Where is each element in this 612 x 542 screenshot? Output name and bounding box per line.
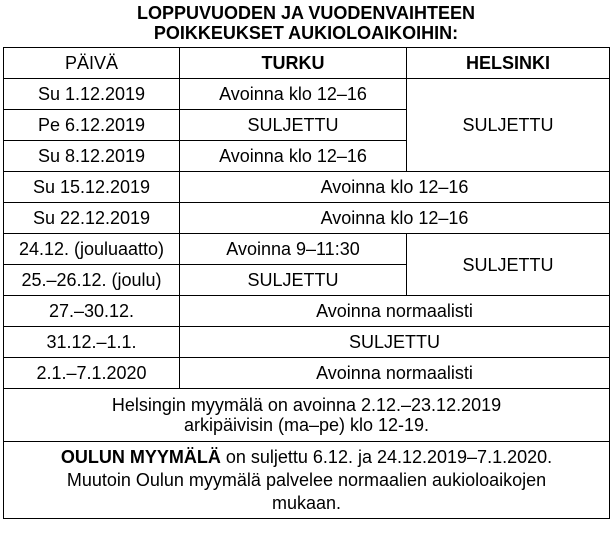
- row-helsinki-merged: SULJETTU: [407, 234, 610, 296]
- table-row: [4, 203, 610, 234]
- table-row: [4, 327, 610, 358]
- row-day: 31.12.–1.1.: [4, 327, 180, 358]
- row-both-merged: Avoinna normaalisti: [180, 296, 610, 327]
- row-both-merged: Avoinna klo 12–16: [180, 172, 610, 203]
- row-both-merged: Avoinna klo 12–16: [180, 203, 610, 234]
- table-row: [4, 172, 610, 203]
- row-turku: SULJETTU: [180, 110, 407, 141]
- row-day: 25.–26.12. (joulu): [4, 265, 180, 296]
- header-helsinki: HELSINKI: [407, 48, 610, 79]
- row-day: 24.12. (jouluaatto): [4, 234, 180, 265]
- row-day: Su 15.12.2019: [4, 172, 180, 203]
- table-row: [4, 296, 610, 327]
- table-header-row: [4, 48, 610, 79]
- page-title: [0, 3, 612, 43]
- header-turku: TURKU: [180, 48, 407, 79]
- helsinki-note-line-2: arkipäivisin (ma–pe) klo 12-19.: [183, 415, 430, 435]
- table-row: [4, 79, 610, 110]
- row-both-merged: Avoinna normaalisti: [180, 358, 610, 389]
- row-both-merged: SULJETTU: [180, 327, 610, 358]
- row-turku: Avoinna 9–11:30: [180, 234, 407, 265]
- table-row: [4, 234, 610, 265]
- row-day: Su 22.12.2019: [4, 203, 180, 234]
- helsinki-note-line-1: Helsingin myymälä on avoinna 2.12.–23.12.2019: [111, 395, 502, 415]
- oulu-note-line-1-rest: on suljettu 6.12. ja 24.12.2019–7.1.2020.: [220, 446, 553, 467]
- row-helsinki-merged: SULJETTU: [407, 79, 610, 172]
- oulu-note-line-2: Muutoin Oulun myymälä palvelee normaalien aukioloaikojen: [66, 469, 547, 490]
- oulu-store-label: OULUN MYYMÄLÄ: [60, 446, 221, 467]
- row-day: Su 1.12.2019: [4, 79, 180, 110]
- oulu-note-line-3: mukaan.: [271, 492, 342, 513]
- header-day: PÄIVÄ: [4, 48, 180, 79]
- row-day: 27.–30.12.: [4, 296, 180, 327]
- oulu-note-row: [4, 442, 610, 519]
- title-line-1: LOPPUVUODEN JA VUODENVAIHTEEN: [136, 3, 476, 23]
- row-turku: SULJETTU: [180, 265, 407, 296]
- row-day: Pe 6.12.2019: [4, 110, 180, 141]
- row-turku: Avoinna klo 12–16: [180, 141, 407, 172]
- opening-hours-table: [3, 47, 610, 519]
- helsinki-note: [4, 389, 610, 442]
- row-turku: Avoinna klo 12–16: [180, 79, 407, 110]
- row-day: 2.1.–7.1.2020: [4, 358, 180, 389]
- oulu-note-line-1: [4, 446, 609, 469]
- table-row: [4, 358, 610, 389]
- title-line-2: POIKKEUKSET AUKIOLOAIKOIHIN:: [153, 23, 459, 43]
- row-day: Su 8.12.2019: [4, 141, 180, 172]
- helsinki-note-row: [4, 389, 610, 442]
- oulu-note: [4, 442, 610, 519]
